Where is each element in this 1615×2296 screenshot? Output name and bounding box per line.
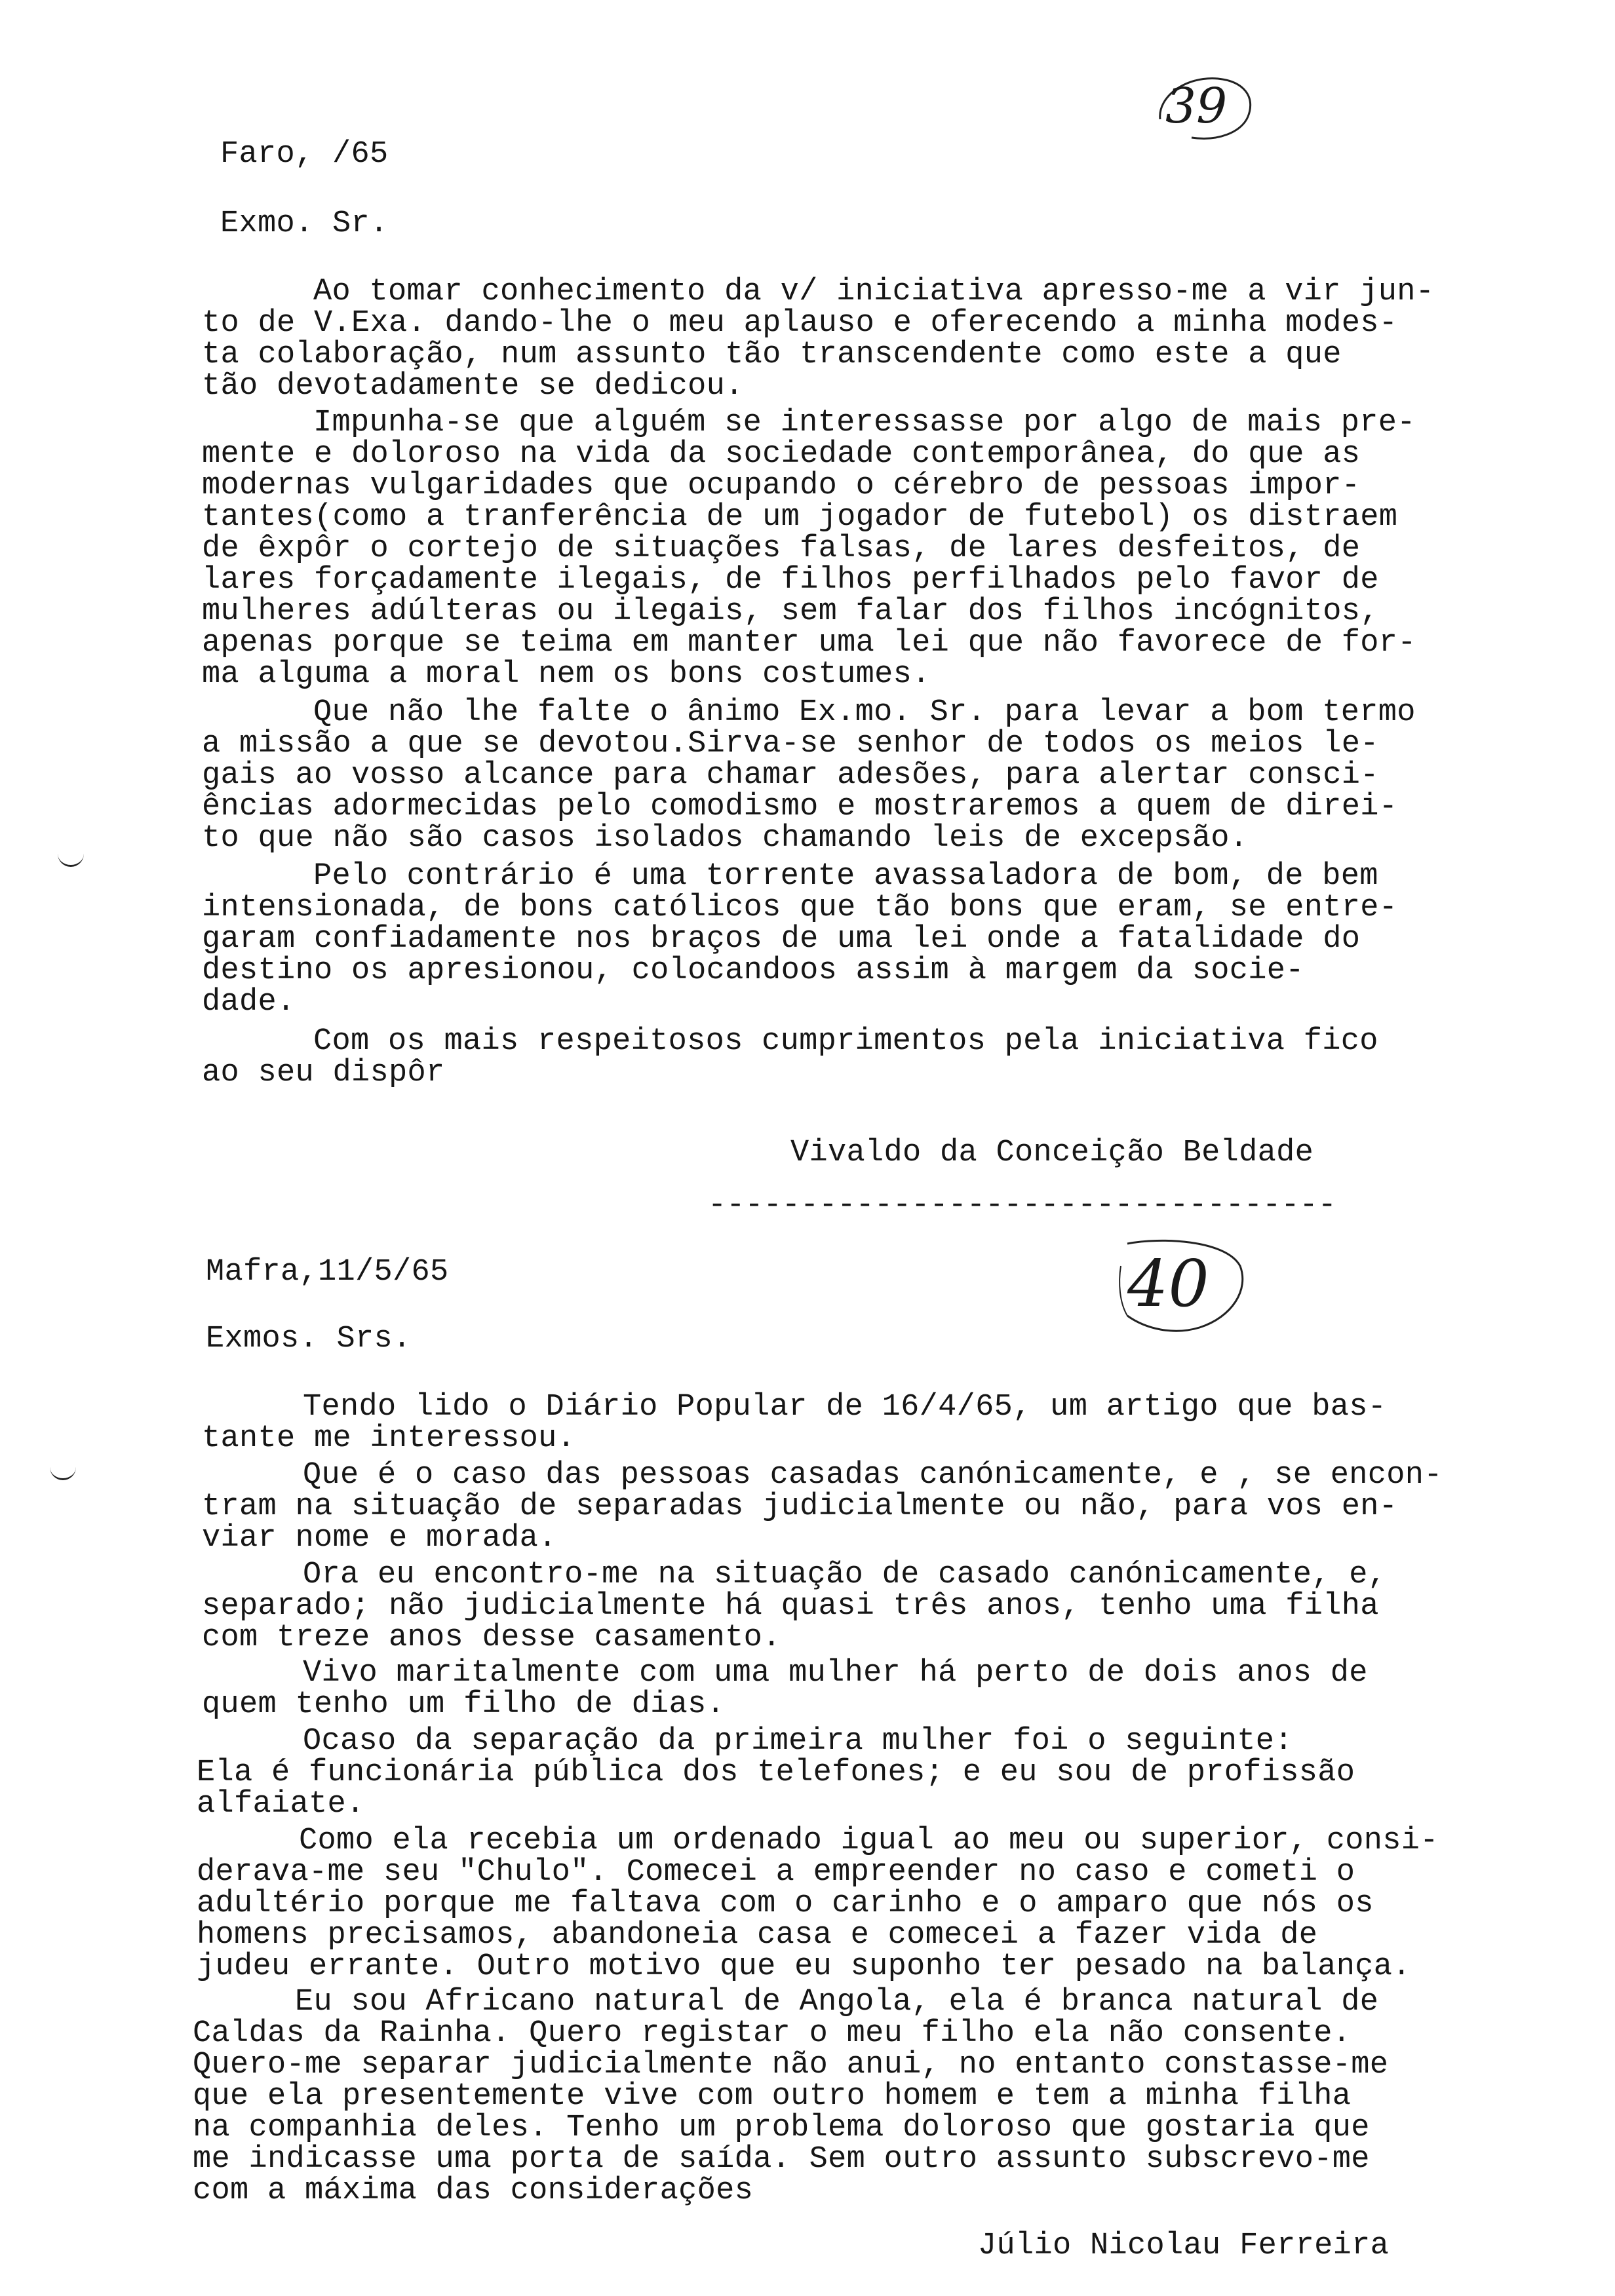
letter2-line: alfaiate. (197, 1787, 365, 1822)
letter1-line: Pelo contrário é uma torrente avassaladora de bom, de bem (313, 859, 1378, 894)
letter1-line: lares forçadamente ilegais, de filhos perfilhados pelo favor de (202, 563, 1379, 598)
letter1-salutation: Exmo. Sr. (220, 206, 389, 241)
letter1-line: mulheres adúlteras ou ilegais, sem falar dos filhos incógnitos, (202, 594, 1379, 629)
margin-mark (58, 852, 84, 867)
letter2-line: tram na situação de separadas judicialmente ou não, para vos en- (202, 1489, 1398, 1524)
letter1-line: ta colaboração, num assunto tão transcendente como este a que (202, 337, 1342, 372)
letter2-line: Tendo lido o Diário Popular de 16/4/65, um artigo que bas- (303, 1390, 1387, 1425)
handwritten-page-number-40: 40 (1101, 1237, 1252, 1339)
letter2-line: adultério porque me faltava com o carinho e o amparo que nós os (197, 1886, 1374, 1921)
letter2-line: Vivo maritalmente com uma mulher há perto de dois anos de (303, 1656, 1368, 1691)
letter2-line: com treze anos desse casamento. (202, 1620, 781, 1655)
letter2-line: Quero-me separar judicialmente não anui, no entanto constasse-me (193, 2048, 1389, 2082)
letter1-line: gais ao vosso alcance para chamar adesões, para alertar consci- (202, 758, 1379, 793)
letter1-line: ao seu dispôr (202, 1056, 445, 1090)
letter2-line: com a máxima das considerações (193, 2173, 754, 2208)
letter1-line: apenas porque se teima em manter uma lei que não favorece de for- (202, 626, 1416, 660)
letter1-line: intensionada, de bons católicos que tão bons que eram, se entre- (202, 890, 1398, 925)
letter1-line: dade. (202, 985, 296, 1020)
letter1-line: ma alguma a moral nem os bons costumes. (202, 657, 931, 692)
letter1-signature: Vivaldo da Conceição Beldade (790, 1136, 1314, 1170)
letter1-line: a missão a que se devotou.Sirva-se senhor de todos os meios le- (202, 727, 1379, 761)
letter1-line: modernas vulgaridades que ocupando o cérebro de pessoas impor- (202, 469, 1361, 503)
letter2-line: Eu sou Africano natural de Angola, ela é branca natural de (295, 1985, 1379, 2019)
letter2-line: na companhia deles. Tenho um problema doloroso que gostaria que (193, 2111, 1370, 2145)
letter2-line: tante me interessou. (202, 1421, 576, 1456)
letter2-line: me indicasse uma porta de saída. Sem outro assunto subscrevo-me (193, 2142, 1370, 2177)
letter1-line: to de V.Exa. dando-lhe o meu aplauso e oferecendo a minha modes- (202, 306, 1398, 341)
letter1-line: tantes(como a tranferência de um jogador de futebol) os distraem (202, 500, 1398, 535)
letter1-line: ências adormecidas pelo comodismo e mostraremos a quem de direi- (202, 790, 1398, 824)
letter2-line: derava-me seu "Chulo". Comecei a empreender no caso e cometi o (197, 1855, 1355, 1890)
letter2-salutation: Exmos. Srs. (206, 1322, 412, 1356)
margin-mark (50, 1465, 76, 1480)
letter2-line: Ocaso da separação da primeira mulher foi o seguinte: (303, 1724, 1293, 1759)
letter1-line: to que não são casos isolados chamando leis de excepsão. (202, 821, 1249, 856)
letter2-line: homens precisamos, abandoneia casa e comecei a fazer vida de (197, 1918, 1318, 1953)
letter2-place-date: Mafra,11/5/65 (206, 1255, 449, 1290)
letter-separator: ---------------------------------- (708, 1188, 1336, 1223)
letter2-line: Caldas da Rainha. Quero registar o meu filho ela não consente. (193, 2016, 1352, 2051)
letter1-line: destino os apresionou, colocandoos assim à margem da socie- (202, 953, 1304, 988)
letter1-line: garam confiadamente nos braços de uma lei onde a fatalidade do (202, 922, 1361, 957)
letter1-line: de êxpôr o cortejo de situações falsas, de lares desfeitos, de (202, 531, 1361, 566)
letter2-line: Ora eu encontro-me na situação de casado canónicamente, e, (303, 1558, 1387, 1592)
letter2-line: viar nome e morada. (202, 1521, 557, 1556)
letter1-line: mente e doloroso na vida da sociedade contemporânea, do que as (202, 437, 1361, 472)
letter2-line: separado; não judicialmente há quasi três anos, tenho uma filha (202, 1589, 1379, 1624)
letter2-line: que ela presentemente vive com outro homem e tem a minha filha (193, 2079, 1352, 2114)
letter2-line: quem tenho um filho de dias. (202, 1687, 726, 1722)
letter1-line: Ao tomar conhecimento da v/ iniciativa apresso-me a vir jun- (313, 275, 1435, 309)
letter1-line: Impunha-se que alguém se interessasse por algo de mais pre- (313, 406, 1416, 440)
letter1-place-date: Faro, /65 (220, 137, 389, 172)
letter1-line: Com os mais respeitosos cumprimentos pela iniciativa fico (313, 1024, 1378, 1059)
letter1-line: tão devotadamente se dedicou. (202, 369, 744, 404)
handwritten-page-number-39: 39 (1146, 71, 1261, 148)
letter2-line: judeu errante. Outro motivo que eu suponho ter pesado na balança. (197, 1949, 1411, 1984)
letter2-line: Ela é funcionária pública dos telefones; e eu sou de profissão (197, 1755, 1355, 1790)
letter2-signature: Júlio Nicolau Ferreira (978, 2229, 1390, 2263)
letter2-line: Que é o caso das pessoas casadas canónicamente, e , se encon- (303, 1458, 1443, 1493)
letter1-line: Que não lhe falte o ânimo Ex.mo. Sr. para levar a bom termo (313, 695, 1416, 730)
letter2-line: Como ela recebia um ordenado igual ao meu ou superior, consi- (299, 1824, 1439, 1858)
